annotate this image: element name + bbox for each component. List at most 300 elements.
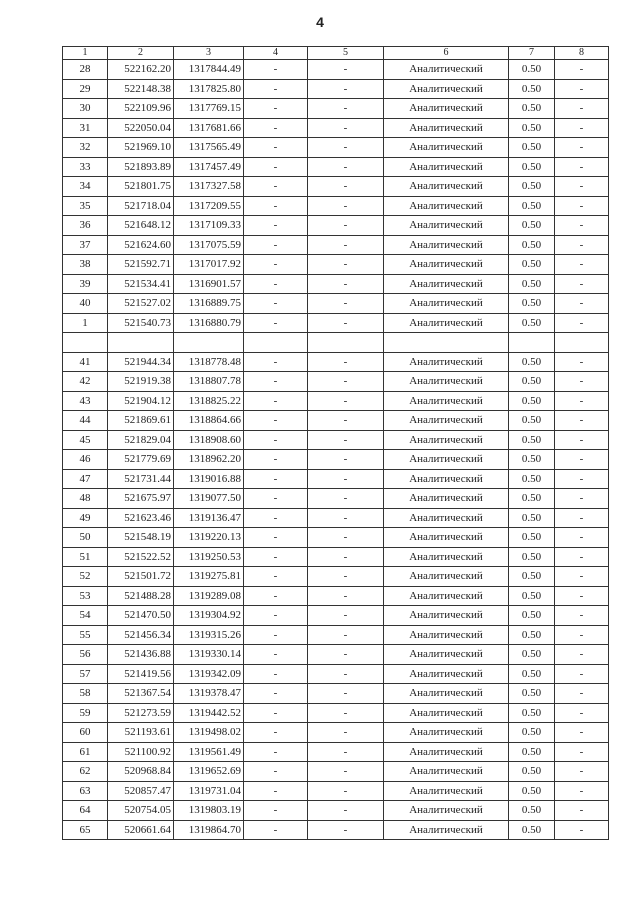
cell-y-coordinate: 1318962.20 xyxy=(174,450,244,470)
cell-y-coordinate: 1316901.57 xyxy=(174,274,244,294)
cell-point-number: 34 xyxy=(63,177,108,197)
cell-x-coordinate: 522148.38 xyxy=(108,79,174,99)
cell-col-5: - xyxy=(308,547,384,567)
cell-y-coordinate: 1317017.92 xyxy=(174,255,244,275)
cell-method: Аналитический xyxy=(384,586,509,606)
cell-y-coordinate: 1318908.60 xyxy=(174,430,244,450)
cell-col-5: - xyxy=(308,469,384,489)
cell-col-8: - xyxy=(555,723,609,743)
cell-method: Аналитический xyxy=(384,606,509,626)
cell-col-4: - xyxy=(244,781,308,801)
cell-point-number: 65 xyxy=(63,820,108,840)
cell-col-5: - xyxy=(308,118,384,138)
cell-col-4: - xyxy=(244,684,308,704)
cell-y-coordinate: 1317075.59 xyxy=(174,235,244,255)
cell-x-coordinate: 521488.28 xyxy=(108,586,174,606)
cell-col-8: - xyxy=(555,586,609,606)
table-row xyxy=(63,294,609,314)
cell-accuracy: 0.50 xyxy=(509,313,555,333)
cell-col-4: - xyxy=(244,372,308,392)
cell-col-4: - xyxy=(244,586,308,606)
cell-col-5: - xyxy=(308,508,384,528)
cell-y-coordinate: 1317109.33 xyxy=(174,216,244,236)
cell-x-coordinate: 521648.12 xyxy=(108,216,174,236)
cell-point-number: 28 xyxy=(63,60,108,80)
table-row xyxy=(63,645,609,665)
cell-point-number: 50 xyxy=(63,528,108,548)
cell-x-coordinate: 521718.04 xyxy=(108,196,174,216)
cell-point-number: 62 xyxy=(63,762,108,782)
cell-x-coordinate: 521456.34 xyxy=(108,625,174,645)
cell-y-coordinate: 1317825.80 xyxy=(174,79,244,99)
cell-col-4: - xyxy=(244,820,308,840)
cell-accuracy: 0.50 xyxy=(509,411,555,431)
cell-point-number: 55 xyxy=(63,625,108,645)
cell-x-coordinate: 521501.72 xyxy=(108,567,174,587)
cell-accuracy: 0.50 xyxy=(509,781,555,801)
table-row xyxy=(63,801,609,821)
cell-y-coordinate: 1316889.75 xyxy=(174,294,244,314)
cell-y-coordinate: 1319731.04 xyxy=(174,781,244,801)
header-cell-5: 5 xyxy=(308,47,384,60)
cell-accuracy: 0.50 xyxy=(509,118,555,138)
table-row xyxy=(63,333,609,353)
cell-x-coordinate: 521869.61 xyxy=(108,411,174,431)
cell-point-number: 33 xyxy=(63,157,108,177)
cell-col-4: - xyxy=(244,138,308,158)
cell-y-coordinate: 1317327.58 xyxy=(174,177,244,197)
cell-col-5: - xyxy=(308,430,384,450)
cell-y-coordinate: 1319250.53 xyxy=(174,547,244,567)
table-row xyxy=(63,352,609,372)
cell-col-5: - xyxy=(308,742,384,762)
cell-col-5: - xyxy=(308,411,384,431)
cell-point-number: 60 xyxy=(63,723,108,743)
cell-col-8: - xyxy=(555,79,609,99)
cell-y-coordinate: 1318825.22 xyxy=(174,391,244,411)
cell-col-5: - xyxy=(308,79,384,99)
cell-col-5: - xyxy=(308,762,384,782)
cell-x-coordinate: 521623.46 xyxy=(108,508,174,528)
cell-col-5: - xyxy=(308,820,384,840)
table-row xyxy=(63,469,609,489)
cell-col-5: - xyxy=(308,99,384,119)
cell-accuracy: 0.50 xyxy=(509,820,555,840)
cell-method: Аналитический xyxy=(384,781,509,801)
cell-method: Аналитический xyxy=(384,255,509,275)
cell-col-4: - xyxy=(244,469,308,489)
table-row xyxy=(63,664,609,684)
cell-point-number: 54 xyxy=(63,606,108,626)
cell-x-coordinate: 521944.34 xyxy=(108,352,174,372)
cell-method: Аналитический xyxy=(384,703,509,723)
cell-col-4: - xyxy=(244,528,308,548)
cell-method: Аналитический xyxy=(384,469,509,489)
cell-col-4: - xyxy=(244,567,308,587)
cell-x-coordinate: 521893.89 xyxy=(108,157,174,177)
cell-col-4: - xyxy=(244,430,308,450)
cell-col-8: - xyxy=(555,606,609,626)
cell-point-number: 47 xyxy=(63,469,108,489)
cell-point-number: 31 xyxy=(63,118,108,138)
cell-col-8: - xyxy=(555,118,609,138)
cell-col-4: - xyxy=(244,645,308,665)
cell-y-coordinate: 1319016.88 xyxy=(174,469,244,489)
cell-x-coordinate: 521527.02 xyxy=(108,294,174,314)
cell-x-coordinate: 521522.52 xyxy=(108,547,174,567)
cell-col-8: - xyxy=(555,294,609,314)
cell-y-coordinate xyxy=(174,333,244,353)
cell-y-coordinate: 1319498.02 xyxy=(174,723,244,743)
table-body xyxy=(63,60,609,840)
cell-col-8: - xyxy=(555,60,609,80)
cell-col-8: - xyxy=(555,528,609,548)
cell-x-coordinate: 521470.50 xyxy=(108,606,174,626)
header-row xyxy=(63,47,609,60)
cell-accuracy: 0.50 xyxy=(509,762,555,782)
cell-accuracy: 0.50 xyxy=(509,138,555,158)
table-row xyxy=(63,216,609,236)
table-row xyxy=(63,684,609,704)
cell-y-coordinate: 1318864.66 xyxy=(174,411,244,431)
table-row xyxy=(63,274,609,294)
cell-accuracy: 0.50 xyxy=(509,684,555,704)
cell-col-8: - xyxy=(555,177,609,197)
cell-col-5: - xyxy=(308,255,384,275)
cell-col-4: - xyxy=(244,157,308,177)
cell-point-number xyxy=(63,333,108,353)
table-row xyxy=(63,567,609,587)
header-cell-8: 8 xyxy=(555,47,609,60)
cell-method: Аналитический xyxy=(384,762,509,782)
cell-point-number: 61 xyxy=(63,742,108,762)
cell-method: Аналитический xyxy=(384,411,509,431)
cell-col-4 xyxy=(244,333,308,353)
cell-method: Аналитический xyxy=(384,625,509,645)
cell-col-4: - xyxy=(244,606,308,626)
table-row xyxy=(63,450,609,470)
cell-col-5: - xyxy=(308,645,384,665)
cell-point-number: 59 xyxy=(63,703,108,723)
cell-accuracy: 0.50 xyxy=(509,60,555,80)
table-header xyxy=(63,47,609,60)
cell-accuracy: 0.50 xyxy=(509,352,555,372)
cell-point-number: 46 xyxy=(63,450,108,470)
cell-y-coordinate: 1317565.49 xyxy=(174,138,244,158)
cell-col-4: - xyxy=(244,508,308,528)
cell-method: Аналитический xyxy=(384,489,509,509)
cell-x-coordinate: 521100.92 xyxy=(108,742,174,762)
cell-col-8: - xyxy=(555,352,609,372)
cell-y-coordinate: 1318778.48 xyxy=(174,352,244,372)
cell-method: Аналитический xyxy=(384,450,509,470)
cell-col-4: - xyxy=(244,723,308,743)
cell-accuracy: 0.50 xyxy=(509,723,555,743)
table-row xyxy=(63,430,609,450)
cell-col-8: - xyxy=(555,801,609,821)
cell-y-coordinate: 1319077.50 xyxy=(174,489,244,509)
cell-col-4: - xyxy=(244,664,308,684)
cell-point-number: 58 xyxy=(63,684,108,704)
cell-accuracy: 0.50 xyxy=(509,664,555,684)
cell-x-coordinate: 521534.41 xyxy=(108,274,174,294)
cell-method: Аналитический xyxy=(384,274,509,294)
cell-accuracy: 0.50 xyxy=(509,586,555,606)
cell-col-5 xyxy=(308,333,384,353)
cell-point-number: 43 xyxy=(63,391,108,411)
table-row xyxy=(63,196,609,216)
cell-accuracy: 0.50 xyxy=(509,567,555,587)
cell-method xyxy=(384,333,509,353)
table-row xyxy=(63,762,609,782)
table-row xyxy=(63,313,609,333)
cell-point-number: 41 xyxy=(63,352,108,372)
cell-point-number: 63 xyxy=(63,781,108,801)
cell-col-8: - xyxy=(555,508,609,528)
page-number: 4 xyxy=(316,14,324,30)
cell-accuracy: 0.50 xyxy=(509,547,555,567)
cell-method: Аналитический xyxy=(384,235,509,255)
table-row xyxy=(63,255,609,275)
table-row xyxy=(63,118,609,138)
cell-accuracy: 0.50 xyxy=(509,606,555,626)
cell-col-5: - xyxy=(308,684,384,704)
cell-col-5: - xyxy=(308,352,384,372)
cell-point-number: 1 xyxy=(63,313,108,333)
cell-col-4: - xyxy=(244,391,308,411)
cell-col-8: - xyxy=(555,235,609,255)
coordinates-table xyxy=(62,46,609,840)
cell-col-8: - xyxy=(555,781,609,801)
cell-accuracy: 0.50 xyxy=(509,703,555,723)
cell-y-coordinate: 1319803.19 xyxy=(174,801,244,821)
cell-col-8: - xyxy=(555,196,609,216)
cell-col-4: - xyxy=(244,79,308,99)
cell-x-coordinate: 521919.38 xyxy=(108,372,174,392)
cell-x-coordinate: 521969.10 xyxy=(108,138,174,158)
cell-x-coordinate: 521367.54 xyxy=(108,684,174,704)
cell-col-4: - xyxy=(244,99,308,119)
cell-col-8 xyxy=(555,333,609,353)
cell-col-4: - xyxy=(244,450,308,470)
cell-col-5: - xyxy=(308,138,384,158)
cell-accuracy: 0.50 xyxy=(509,372,555,392)
cell-y-coordinate: 1319275.81 xyxy=(174,567,244,587)
table-row xyxy=(63,235,609,255)
cell-point-number: 36 xyxy=(63,216,108,236)
cell-col-8: - xyxy=(555,625,609,645)
cell-accuracy: 0.50 xyxy=(509,508,555,528)
header-cell-2: 2 xyxy=(108,47,174,60)
cell-col-5: - xyxy=(308,781,384,801)
header-cell-1: 1 xyxy=(63,47,108,60)
cell-x-coordinate: 522109.96 xyxy=(108,99,174,119)
cell-col-8: - xyxy=(555,216,609,236)
cell-col-4: - xyxy=(244,703,308,723)
cell-accuracy: 0.50 xyxy=(509,235,555,255)
cell-col-5: - xyxy=(308,567,384,587)
cell-y-coordinate: 1316880.79 xyxy=(174,313,244,333)
cell-accuracy xyxy=(509,333,555,353)
cell-col-8: - xyxy=(555,313,609,333)
cell-x-coordinate: 521779.69 xyxy=(108,450,174,470)
cell-point-number: 29 xyxy=(63,79,108,99)
header-cell-6: 6 xyxy=(384,47,509,60)
cell-col-4: - xyxy=(244,489,308,509)
cell-y-coordinate: 1319220.13 xyxy=(174,528,244,548)
cell-col-4: - xyxy=(244,255,308,275)
table-row xyxy=(63,177,609,197)
cell-method: Аналитический xyxy=(384,547,509,567)
table-row xyxy=(63,820,609,840)
cell-col-8: - xyxy=(555,684,609,704)
table-row xyxy=(63,781,609,801)
table-row xyxy=(63,703,609,723)
table-row xyxy=(63,157,609,177)
table-row xyxy=(63,489,609,509)
table-row xyxy=(63,99,609,119)
cell-col-5: - xyxy=(308,157,384,177)
cell-method: Аналитический xyxy=(384,99,509,119)
cell-method: Аналитический xyxy=(384,684,509,704)
cell-col-4: - xyxy=(244,294,308,314)
cell-col-5: - xyxy=(308,528,384,548)
cell-col-5: - xyxy=(308,606,384,626)
cell-x-coordinate: 520661.64 xyxy=(108,820,174,840)
table-row xyxy=(63,606,609,626)
cell-col-4: - xyxy=(244,762,308,782)
table-row xyxy=(63,508,609,528)
cell-accuracy: 0.50 xyxy=(509,294,555,314)
cell-method: Аналитический xyxy=(384,391,509,411)
cell-col-5: - xyxy=(308,586,384,606)
cell-accuracy: 0.50 xyxy=(509,79,555,99)
cell-x-coordinate: 520754.05 xyxy=(108,801,174,821)
cell-col-4: - xyxy=(244,313,308,333)
cell-col-5: - xyxy=(308,60,384,80)
cell-col-4: - xyxy=(244,216,308,236)
cell-col-5: - xyxy=(308,801,384,821)
cell-accuracy: 0.50 xyxy=(509,469,555,489)
cell-method: Аналитический xyxy=(384,157,509,177)
cell-x-coordinate: 521829.04 xyxy=(108,430,174,450)
cell-y-coordinate: 1317209.55 xyxy=(174,196,244,216)
cell-y-coordinate: 1318807.78 xyxy=(174,372,244,392)
table-row xyxy=(63,528,609,548)
cell-point-number: 49 xyxy=(63,508,108,528)
cell-col-5: - xyxy=(308,625,384,645)
cell-accuracy: 0.50 xyxy=(509,99,555,119)
cell-x-coordinate: 521904.12 xyxy=(108,391,174,411)
cell-x-coordinate: 521592.71 xyxy=(108,255,174,275)
cell-method: Аналитический xyxy=(384,723,509,743)
cell-col-8: - xyxy=(555,255,609,275)
cell-accuracy: 0.50 xyxy=(509,801,555,821)
cell-accuracy: 0.50 xyxy=(509,274,555,294)
cell-accuracy: 0.50 xyxy=(509,450,555,470)
cell-method: Аналитический xyxy=(384,177,509,197)
cell-y-coordinate: 1319378.47 xyxy=(174,684,244,704)
table-row xyxy=(63,547,609,567)
table-row xyxy=(63,138,609,158)
cell-y-coordinate: 1317844.49 xyxy=(174,60,244,80)
cell-method: Аналитический xyxy=(384,528,509,548)
cell-method: Аналитический xyxy=(384,742,509,762)
cell-col-5: - xyxy=(308,391,384,411)
cell-point-number: 35 xyxy=(63,196,108,216)
cell-method: Аналитический xyxy=(384,294,509,314)
cell-x-coordinate: 521731.44 xyxy=(108,469,174,489)
cell-col-5: - xyxy=(308,450,384,470)
cell-x-coordinate xyxy=(108,333,174,353)
cell-col-4: - xyxy=(244,411,308,431)
cell-col-5: - xyxy=(308,274,384,294)
cell-y-coordinate: 1317681.66 xyxy=(174,118,244,138)
cell-method: Аналитический xyxy=(384,196,509,216)
cell-col-4: - xyxy=(244,118,308,138)
cell-point-number: 45 xyxy=(63,430,108,450)
header-cell-3: 3 xyxy=(174,47,244,60)
cell-col-5: - xyxy=(308,196,384,216)
cell-method: Аналитический xyxy=(384,216,509,236)
cell-y-coordinate: 1317457.49 xyxy=(174,157,244,177)
cell-point-number: 37 xyxy=(63,235,108,255)
cell-y-coordinate: 1317769.15 xyxy=(174,99,244,119)
cell-col-8: - xyxy=(555,547,609,567)
header-cell-4: 4 xyxy=(244,47,308,60)
cell-col-8: - xyxy=(555,742,609,762)
cell-accuracy: 0.50 xyxy=(509,528,555,548)
cell-method: Аналитический xyxy=(384,801,509,821)
cell-point-number: 48 xyxy=(63,489,108,509)
cell-x-coordinate: 520857.47 xyxy=(108,781,174,801)
cell-col-4: - xyxy=(244,235,308,255)
cell-x-coordinate: 521419.56 xyxy=(108,664,174,684)
cell-y-coordinate: 1319342.09 xyxy=(174,664,244,684)
cell-y-coordinate: 1319330.14 xyxy=(174,645,244,665)
cell-y-coordinate: 1319315.26 xyxy=(174,625,244,645)
cell-accuracy: 0.50 xyxy=(509,157,555,177)
cell-y-coordinate: 1319304.92 xyxy=(174,606,244,626)
cell-col-8: - xyxy=(555,489,609,509)
cell-col-8: - xyxy=(555,703,609,723)
table-row xyxy=(63,586,609,606)
cell-col-5: - xyxy=(308,235,384,255)
cell-col-4: - xyxy=(244,625,308,645)
cell-col-8: - xyxy=(555,820,609,840)
cell-col-8: - xyxy=(555,411,609,431)
cell-y-coordinate: 1319561.49 xyxy=(174,742,244,762)
cell-point-number: 30 xyxy=(63,99,108,119)
cell-method: Аналитический xyxy=(384,664,509,684)
cell-method: Аналитический xyxy=(384,567,509,587)
cell-x-coordinate: 521193.61 xyxy=(108,723,174,743)
cell-x-coordinate: 521624.60 xyxy=(108,235,174,255)
cell-col-5: - xyxy=(308,372,384,392)
table-row xyxy=(63,391,609,411)
cell-y-coordinate: 1319289.08 xyxy=(174,586,244,606)
cell-point-number: 53 xyxy=(63,586,108,606)
cell-x-coordinate: 522050.04 xyxy=(108,118,174,138)
cell-col-4: - xyxy=(244,742,308,762)
cell-col-4: - xyxy=(244,60,308,80)
cell-col-4: - xyxy=(244,352,308,372)
table-row xyxy=(63,723,609,743)
cell-col-5: - xyxy=(308,703,384,723)
cell-col-8: - xyxy=(555,430,609,450)
cell-col-5: - xyxy=(308,177,384,197)
cell-col-4: - xyxy=(244,177,308,197)
